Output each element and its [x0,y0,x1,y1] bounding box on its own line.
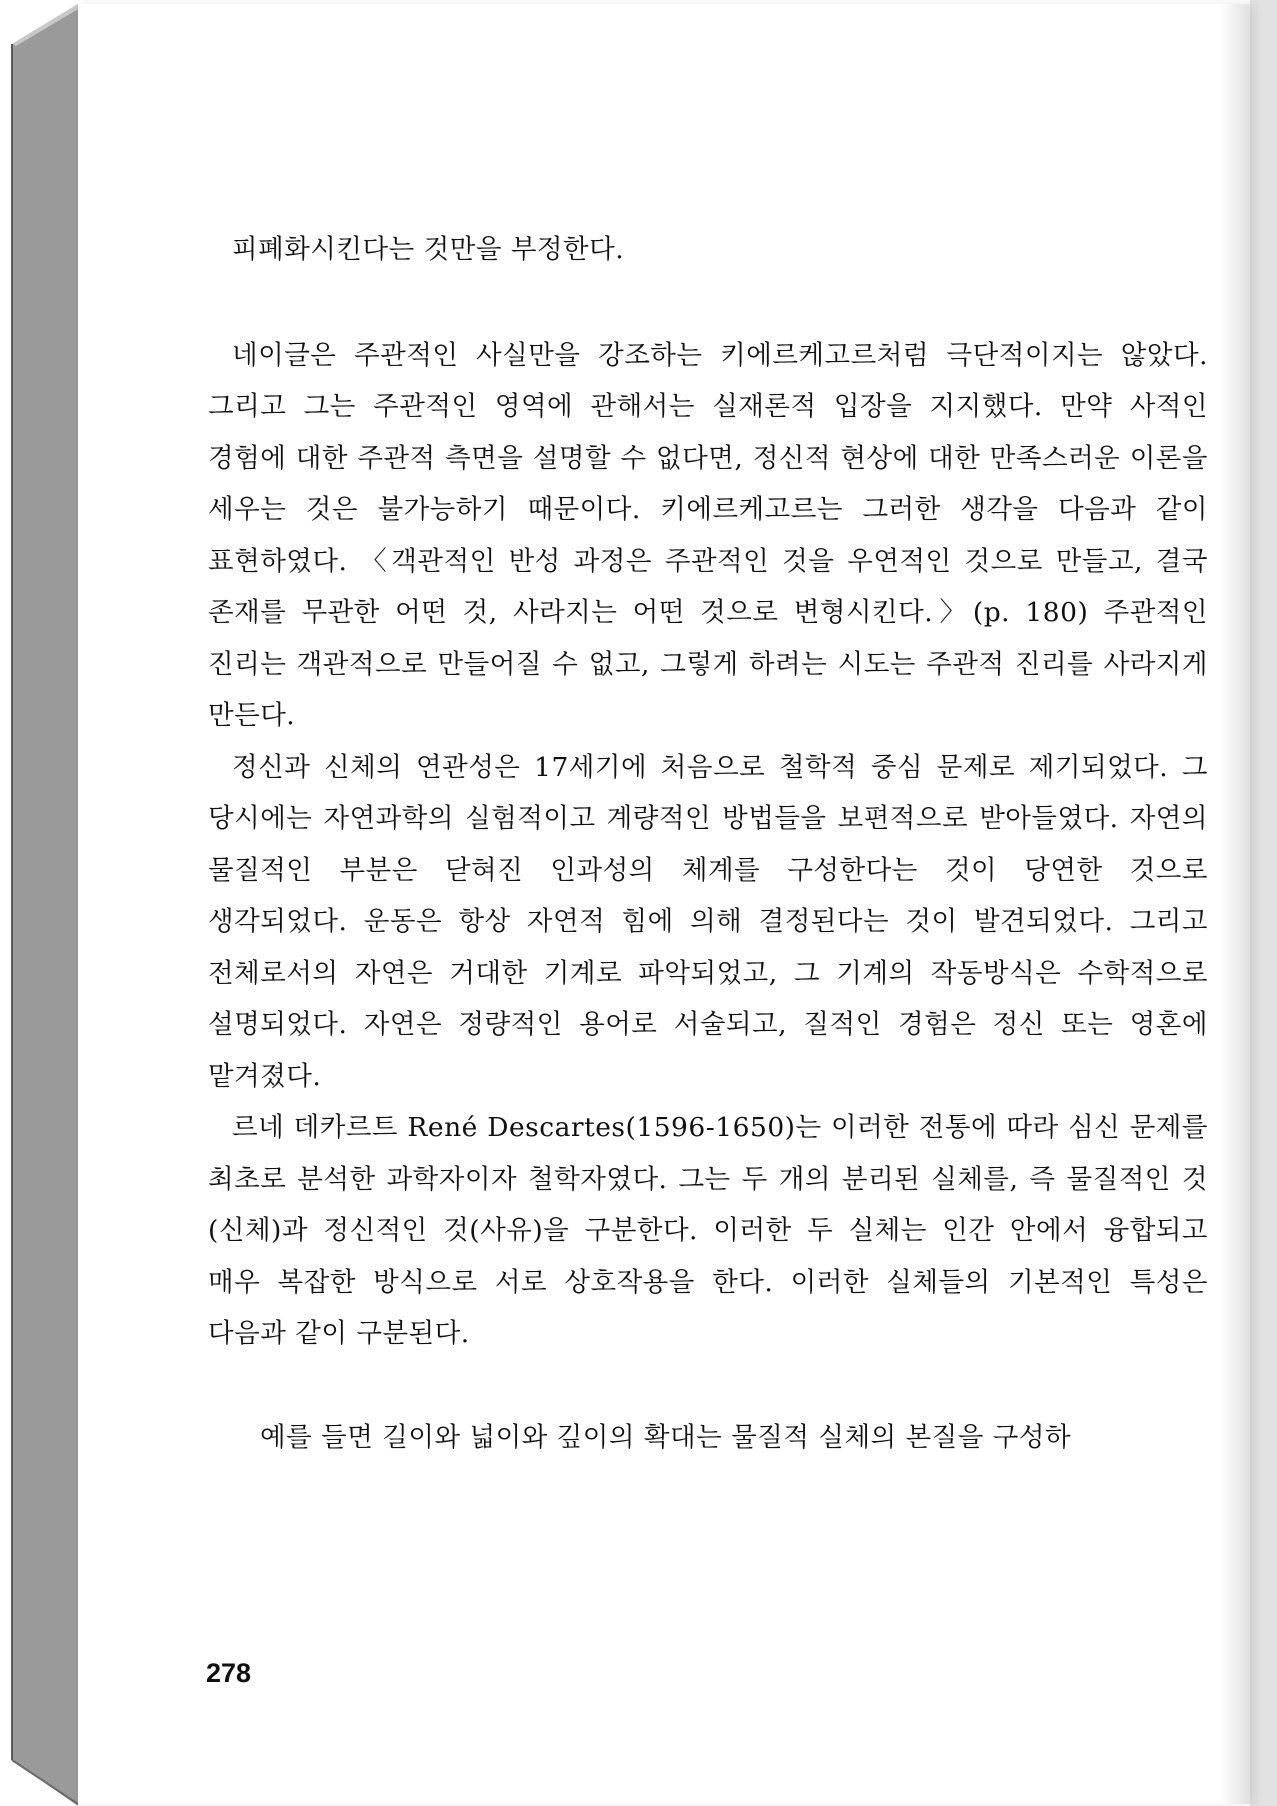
body-text [208,224,1208,1463]
paragraph-quotation: 예를 들면 길이와 넓이와 깊이의 확대는 물질적 실체의 본질을 구성하 [260,1421,1072,1453]
paragraph-nagel: 네이글은 주관적인 사실만을 강조하는 키에르케고르처럼 극단적이지는 않았다. 그리고 그는 주관적인 영역에 관해서는 실재론적 입장을 지지했다. 만약 사적인 경험에 대한 주관적 측면을 설명할 수 없다면, 정신적 현상에 대한 만족스러운 이론을 세우는 것은 불가능하기 때문이다. 키에르케고르는 그러한 생각을 다음과 같이 표현하였다. 〈객관적인 반성 과정은 주관적인 것을 우연적인 것으로 만들고, 결국 존재를 무관한 어떤 것, 사라지는 어떤 것으로 변형시킨다.〉(p. 180) 주관적인 진리는 객관적으로 만들어질 수 없고, 그렇게 하려는 시도는 주관적 진리를 사라지게 만든다. [208,339,1208,731]
book-page [78,4,1250,1804]
paragraph-mind-body: 정신과 신체의 연관성은 17세기에 처음으로 철학적 중심 문제로 제기되었다. 그 당시에는 자연과학의 실험적이고 계량적인 방법들을 보편적으로 받아들였다. 자연의 물질적인 부분은 닫혀진 인과성의 체계를 구성한다는 것이 당연한 것으로 생각되었다. 운동은 항상 자연적 힘에 의해 결정된다는 것이 발견되었다. 그리고 전체로서의 자연은 거대한 기계로 파악되었고, 그 기계의 작동방식은 수학적으로 설명되었다. 자연은 정량적인 용어로 서술되고, 질적인 경험은 정신 또는 영혼에 맡겨졌다. [208,751,1208,1092]
page-number: 278 [206,1658,252,1688]
page-edge-shadow [1220,4,1250,1804]
paragraph-continuation: 피폐화시킨다는 것만을 부정한다. [232,234,625,265]
paragraph-descartes: 르네 데카르트 René Descartes(1596-1650)는 이러한 전통에 따라 심신 문제를 최초로 분석한 과학자이자 철학자였다. 그는 두 개의 분리된 실체를, 즉 물질적인 것(신체)과 정신적인 것(사유)을 구분한다. 이러한 두 실체는 인간 안에서 융합되고 매우 복잡한 방식으로 서로 상호작용을 한다. 이러한 실체들의 기본적인 특성은 다음과 같이 구분된다. [208,1112,1208,1349]
